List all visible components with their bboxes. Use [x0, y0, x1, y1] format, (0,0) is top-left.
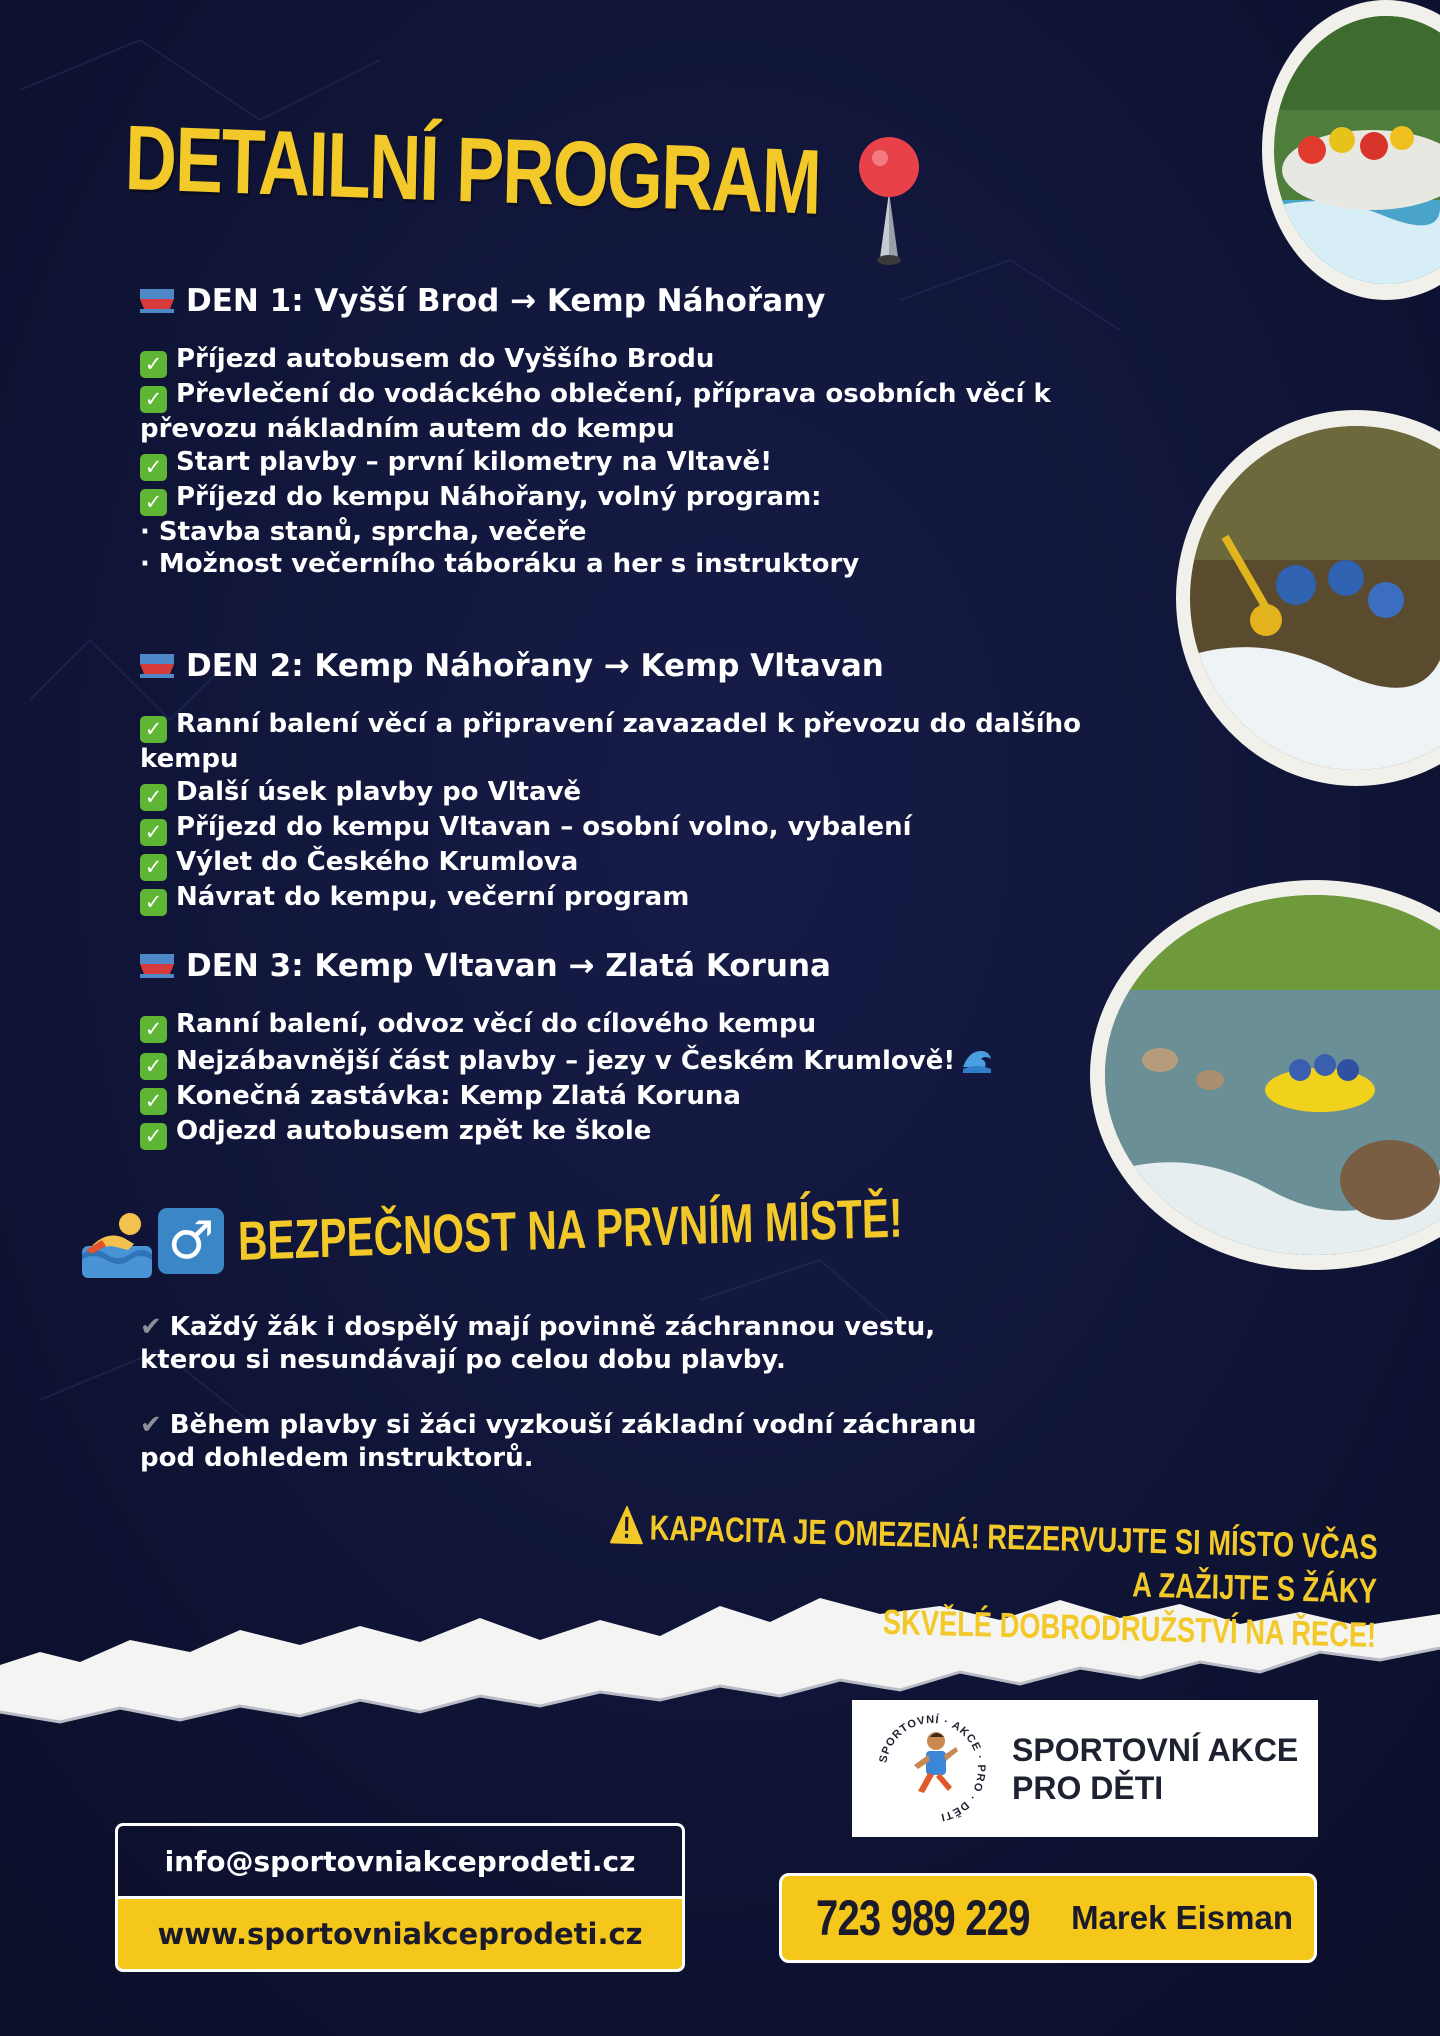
running-child-logo-icon: [870, 1707, 994, 1831]
check-mark-button-icon: ✓: [140, 1123, 167, 1150]
check-mark-button-icon: ✓: [140, 716, 167, 743]
safety-paragraph: ✔ Během plavby si žáci vyzkouší základní vodní záchranu pod dohledem instruktorů.: [140, 1410, 977, 1473]
rafting-photo-1: [1262, 0, 1440, 306]
list-item: · Možnost večerního táboráku a her s instruktory: [140, 549, 860, 580]
safety-paragraph: ✔ Každý žák i dospělý mají povinně záchrannou vestu, kterou si nesundávají po celou dobu plavby.: [140, 1312, 936, 1375]
list-item: ✓ Příjezd autobusem do Vyššího Brodu: [140, 343, 1160, 378]
list-item: ✓ Konečná zastávka: Kemp Zlatá Koruna: [140, 1080, 1160, 1115]
day-heading-text: DEN 3: Kemp Vltavan → Zlatá Koruna: [186, 948, 831, 984]
list-item: ✓ Nejzábavnější část plavby – jezy v Českém Krumlově!: [140, 1043, 1160, 1080]
check-mark-button-icon: ✓: [140, 889, 167, 916]
day-heading: [140, 281, 1160, 321]
list-item: ✓ Odjezd autobusem zpět ke škole: [140, 1115, 1160, 1150]
logo-name-line1: SPORTOVNÍ AKCE: [1012, 1731, 1299, 1768]
day-1-section: [140, 281, 1160, 581]
website-link[interactable]: www.sportovniakceprodeti.cz: [115, 1896, 685, 1972]
safety-title: BEZPEČNOST NA PRVNÍM MÍSTĚ!: [237, 1186, 904, 1272]
list-item: ✓ Start plavby – první kilometry na Vltavě!: [140, 446, 1160, 481]
svg-text:SPORTOVNÍ · AKCE · PRO · DĚTI: SPORTOVNÍ · AKCE · PRO · DĚTI: [877, 1713, 988, 1823]
day-3-section: [140, 946, 1160, 1150]
day-heading: [140, 646, 1160, 686]
canoe-icon: [140, 654, 174, 678]
round-pushpin-icon: [856, 136, 922, 266]
canoe-icon: [140, 289, 174, 313]
day-heading-text: DEN 2: Kemp Náhořany → Kemp Vltavan: [186, 648, 884, 684]
email-link[interactable]: info@sportovniakceprodeti.cz: [115, 1823, 685, 1896]
logo-name-line2: PRO DĚTI: [1012, 1769, 1164, 1806]
phone-number[interactable]: 723 989 229: [816, 1890, 1030, 1946]
check-mark-button-icon: ✓: [140, 784, 167, 811]
day-heading: [140, 946, 1160, 986]
check-mark-button-icon: ✓: [140, 1053, 167, 1080]
day-2-section: [140, 646, 1160, 916]
list-item: ✓ Ranní balení věcí a připravení zavazadel k převozu do dalšího kempu: [140, 709, 1081, 774]
heavy-check-mark-icon: ✔: [140, 1410, 162, 1440]
day-items: [140, 708, 1160, 916]
contact-person: Marek Eisman: [1071, 1899, 1294, 1936]
person-swimming-icon: [82, 1204, 152, 1278]
contact-box: [115, 1823, 685, 1972]
list-item: ✓ Ranní balení, odvoz věcí do cílového kempu: [140, 1008, 1160, 1043]
list-item: · Stavba stanů, sprcha, večeře: [140, 516, 587, 547]
check-mark-button-icon: ✓: [140, 454, 167, 481]
water-wave-icon: [961, 1043, 993, 1075]
capacity-notice: KAPACITA JE OMEZENÁ! REZERVUJTE SI MÍSTO VČAS A ZAŽIJTE S ŽÁKY SKVĚLÉ DOBRODRUŽSTVÍ NA ŘECE!: [596, 1504, 1378, 1658]
check-mark-button-icon: ✓: [140, 854, 167, 881]
list-item: ✓ Příjezd do kempu Vltavan – osobní volno, vybalení: [140, 811, 1160, 846]
check-mark-button-icon: ✓: [140, 489, 167, 516]
list-item: ✓ Další úsek plavby po Vltavě: [140, 776, 1160, 811]
list-item: ✓ Výlet do Českého Krumlova: [140, 846, 1160, 881]
list-item: ✓ Příjezd do kempu Náhořany, volný program:: [140, 481, 1160, 516]
check-mark-button-icon: ✓: [140, 351, 167, 378]
check-mark-button-icon: ✓: [140, 819, 167, 846]
check-mark-button-icon: ✓: [140, 386, 167, 413]
organizer-logo: [852, 1700, 1318, 1837]
day-items: [140, 343, 1160, 581]
phone-box[interactable]: [779, 1873, 1317, 1963]
heavy-check-mark-icon: ✔: [140, 1312, 162, 1342]
check-mark-button-icon: ✓: [140, 1088, 167, 1115]
rafting-photo-2: [1176, 410, 1440, 786]
canoe-icon: [140, 954, 174, 978]
check-mark-button-icon: ✓: [140, 1016, 167, 1043]
male-sign-icon: ♂: [158, 1208, 224, 1274]
list-item: ✓ Návrat do kempu, večerní program: [140, 881, 1160, 916]
day-heading-text: DEN 1: Vyšší Brod → Kemp Náhořany: [186, 283, 826, 319]
list-item: ✓ Převlečení do vodáckého oblečení, příprava osobních věcí k převozu nákladním autem do kempu: [140, 379, 1051, 444]
day-items: [140, 1008, 1160, 1150]
warning-icon: [609, 1504, 644, 1545]
page-title: DETAILNÍ PROGRAM: [123, 107, 822, 234]
safety-heading: [82, 1186, 1136, 1278]
